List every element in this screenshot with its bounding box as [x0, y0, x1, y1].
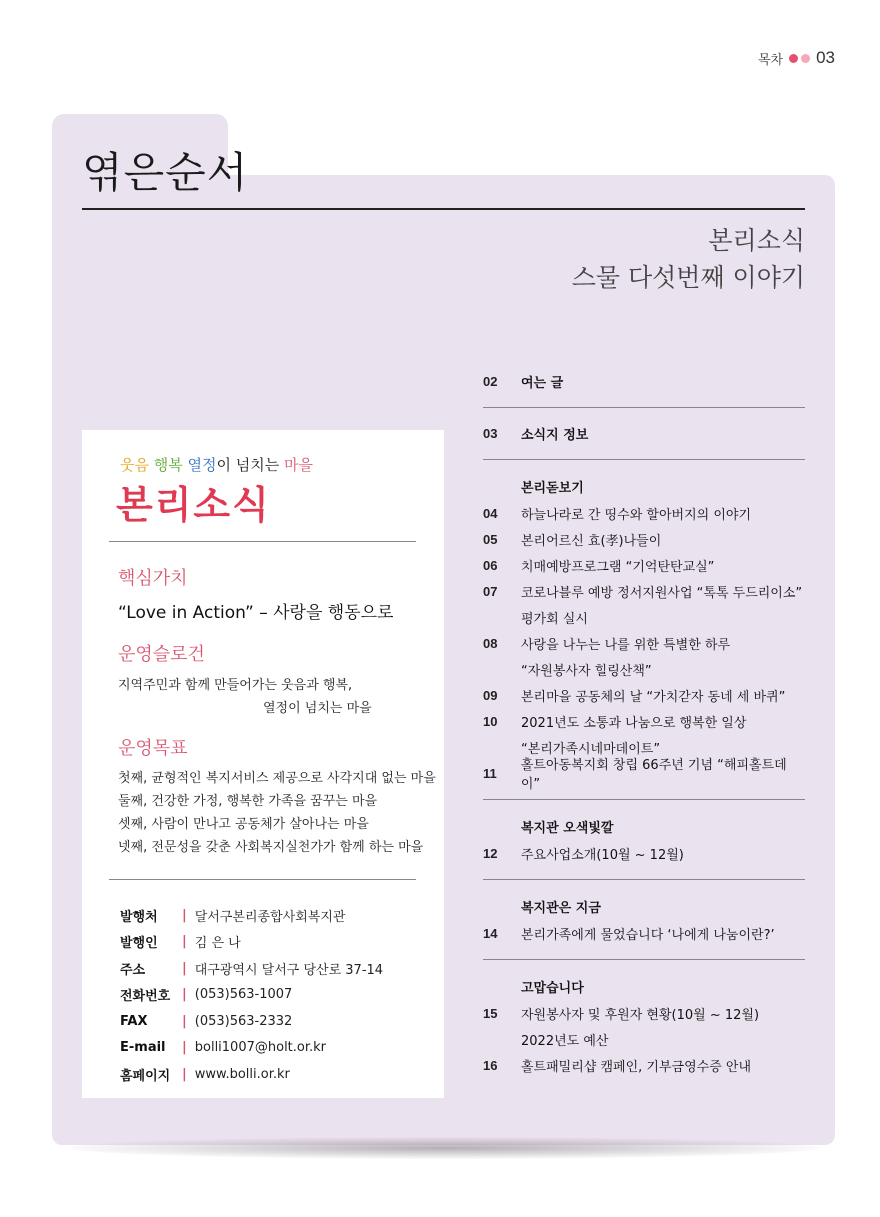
- page-header-dots: [789, 54, 810, 63]
- toc-page-number: 09: [483, 687, 498, 703]
- toc-item[interactable]: [483, 920, 805, 946]
- toc-item-title: 본리가족에게 물었습니다 ‘나에게 나눔이란?’: [521, 927, 775, 943]
- toc-item[interactable]: [483, 578, 805, 604]
- tagline-segment: 마을: [284, 456, 313, 474]
- pub-row-fax: FAX | (053)563-2332: [120, 1013, 293, 1029]
- page-header: [758, 48, 835, 68]
- toc-divider: [483, 959, 805, 960]
- dot-icon: [801, 54, 810, 63]
- goals-heading: 운영목표: [118, 738, 188, 759]
- pub-key: E-mail: [120, 1040, 166, 1056]
- toc-divider: [483, 879, 805, 880]
- toc-page-number: 06: [483, 557, 498, 573]
- toc-page-number: 05: [483, 531, 498, 547]
- toc-divider: [483, 799, 805, 800]
- publication-info: [120, 902, 383, 1088]
- pub-value: (053)563-2332: [194, 1013, 293, 1029]
- subtitle-line-2: 스물 다섯번째 이야기: [571, 263, 805, 292]
- toc-item-title: 코로나블루 예방 정서지원사업 “톡톡 두드리이소”: [521, 585, 803, 601]
- toc-item-title: 본리마을 공동체의 날 “가치갇자 동네 세 바퀴”: [521, 689, 786, 705]
- title-divider: [82, 208, 805, 210]
- toc-page-number: 14: [483, 925, 498, 941]
- page-number: 03: [816, 48, 835, 67]
- toc-item-title: 홀트아동복지회 창립 66주년 기념 “해피홀트데이”: [520, 758, 787, 792]
- goal-item: 둘째, 건강한 가정, 행복한 가족을 꿈꾸는 마을: [118, 794, 378, 809]
- toc-page-number: 04: [483, 505, 498, 521]
- toc-item[interactable]: [483, 368, 805, 394]
- toc-item[interactable]: [483, 840, 805, 866]
- slogan-text: [118, 674, 372, 720]
- toc-item[interactable]: [483, 1052, 805, 1078]
- toc-page-number: 02: [483, 373, 498, 389]
- goal-item: 첫째, 균형적인 복지서비스 제공으로 사각지대 없는 마을: [118, 771, 436, 786]
- goals-list: [118, 767, 436, 859]
- dot-icon: [789, 54, 798, 63]
- toc-divider: [483, 407, 805, 408]
- tagline-segment: 이 넘치는: [216, 456, 285, 474]
- toc-page-number: 11: [483, 765, 497, 781]
- toc-page-number: 03: [483, 425, 498, 441]
- goal-item: 셋째, 사람이 만나고 공동체가 살아나는 마을: [118, 817, 369, 832]
- toc-item-title: 주요사업소개(10월 ~ 12월): [521, 847, 684, 863]
- toc-page-number: 10: [483, 713, 498, 729]
- toc-item[interactable]: [483, 682, 805, 708]
- page-header-label: 목차: [757, 52, 784, 68]
- toc-item-title: 2021년도 소통과 나눔으로 행복한 일상: [521, 715, 747, 731]
- toc-item[interactable]: [483, 500, 805, 526]
- toc-page-number: 16: [483, 1057, 498, 1073]
- core-value-heading: 핵심가치: [118, 568, 188, 589]
- pub-key: FAX: [120, 1013, 148, 1029]
- pub-value: (053)563-1007: [194, 987, 293, 1003]
- toc-divider: [483, 459, 805, 460]
- slogan-line-2: 열정이 넘치는 마을: [263, 701, 372, 716]
- toc-item-continuation: “자원봉사자 힐링산책”: [521, 663, 652, 679]
- toc-section-heading: 복지관은 지금: [521, 900, 601, 916]
- core-value-text: “Love in Action” – 사랑을 행동으로: [118, 603, 394, 623]
- pub-row-email: E-mail | bolli1007@holt.or.kr: [120, 1040, 327, 1056]
- toc-page-number: 07: [483, 583, 498, 599]
- pub-row-issuer: 발행인 | 김 은 나: [120, 934, 241, 952]
- pub-value: 대구광역시 달서구 당산로 37-14: [194, 962, 384, 978]
- toc-item-title: 치매예방프로그램 “기억탄탄교실”: [521, 559, 715, 575]
- pub-key: 전화번호: [120, 989, 171, 1005]
- toc-item-continuation: 평가회 실시: [521, 611, 588, 627]
- tagline-segment: 열정: [187, 456, 217, 474]
- pub-key: 발행처: [120, 909, 158, 925]
- toc-page-number: 12: [483, 845, 498, 861]
- toc-item[interactable]: [483, 1000, 805, 1026]
- toc-item[interactable]: [483, 630, 805, 656]
- toc-section-heading: 고맙습니다: [521, 980, 584, 996]
- panel-shadow: [70, 1137, 820, 1159]
- toc-item-title: 소식지 정보: [521, 427, 589, 443]
- pub-key: 홈페이지: [120, 1068, 171, 1084]
- toc-item-continuation: 2022년도 예산: [521, 1033, 609, 1049]
- pub-key: 발행인: [120, 936, 158, 952]
- pub-key: 주소: [120, 962, 146, 978]
- toc-item[interactable]: [483, 758, 805, 792]
- table-of-contents: [483, 368, 805, 1078]
- brand-logo: 본리소식: [116, 483, 271, 527]
- toc-item-title: 사랑을 나누는 나를 위한 특별한 하루: [521, 637, 731, 653]
- info-box: [82, 430, 444, 1098]
- toc-item-title: 여는 글: [521, 375, 564, 391]
- toc-item[interactable]: [483, 526, 805, 552]
- box-divider: [109, 541, 416, 542]
- page-title: 엮은순서: [82, 148, 249, 197]
- pub-row-publisher: 발행처 | 달서구본리종합사회복지관: [120, 907, 346, 925]
- toc-item-title: 자원봉사자 및 후원자 현황(10월 ~ 12월): [521, 1007, 760, 1023]
- toc-item-title: 하늘나라로 간 띵수와 할아버지의 이야기: [521, 507, 752, 523]
- pub-row-address: 주소 | 대구광역시 달서구 당산로 37-14: [120, 960, 384, 978]
- slogan-heading: 운영슬로건: [118, 644, 205, 665]
- box-divider: [109, 879, 416, 880]
- toc-item[interactable]: [483, 552, 805, 578]
- pub-value: bolli1007@holt.or.kr: [194, 1040, 327, 1056]
- slogan-line-1: 지역주민과 함께 만들어가는 웃음과 행복,: [118, 678, 353, 693]
- toc-item-title: 본리어르신 효(孝)나들이: [521, 533, 662, 549]
- toc-page-number: 15: [483, 1005, 498, 1021]
- toc-item[interactable]: [483, 708, 805, 734]
- toc-item-title: 홀트패밀리샵 캠페인, 기부금영수증 안내: [521, 1059, 752, 1075]
- issue-subtitle: [572, 222, 805, 296]
- pub-row-phone: 전화번호 | (053)563-1007: [120, 987, 293, 1005]
- subtitle-line-1: 본리소식: [708, 226, 805, 255]
- tagline: [120, 454, 313, 475]
- pub-value: 김 은 나: [194, 936, 241, 952]
- tagline-segment: 웃음: [120, 456, 149, 474]
- toc-item[interactable]: [483, 420, 805, 446]
- goal-item: 넷째, 전문성을 갖춘 사회복지실천가가 함께 하는 마을: [118, 840, 424, 855]
- toc-item-continuation: “본리가족시네마데이트”: [521, 741, 661, 757]
- tagline-segment: 행복: [153, 456, 183, 474]
- toc-section-heading: 복지관 오색빛깔: [521, 820, 614, 836]
- pub-row-homepage: 홈페이지 | www.bolli.or.kr: [120, 1066, 290, 1084]
- pub-value: www.bolli.or.kr: [194, 1066, 290, 1082]
- toc-section-heading: 본리돋보기: [521, 480, 584, 496]
- pub-value: 달서구본리종합사회복지관: [194, 909, 346, 925]
- toc-page-number: 08: [483, 635, 498, 651]
